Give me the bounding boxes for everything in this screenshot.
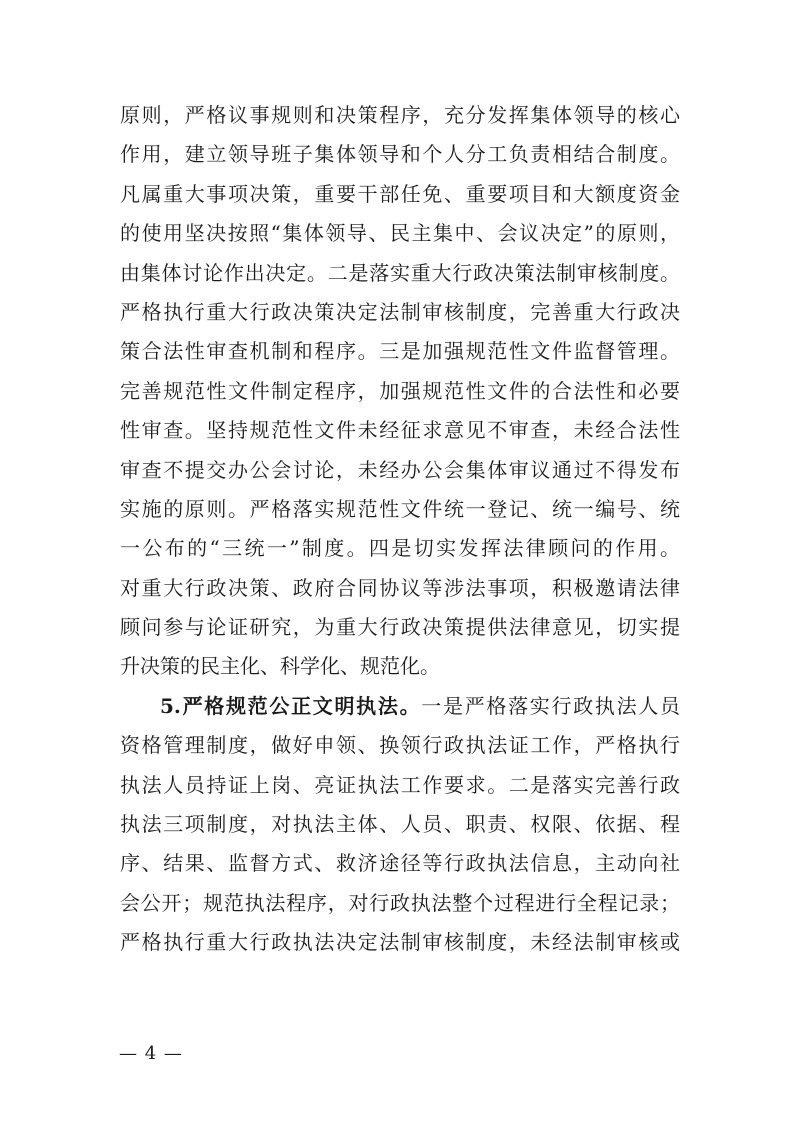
text-line: 的使用坚决按照“集体领导、民主集中、会议决定”的原则， <box>120 221 680 246</box>
section-5-first-line-text: 一是严格落实行政执法人员 <box>421 693 681 718</box>
text-line: 资格管理制度，做好申领、换领行政执法证工作，严格执行 <box>120 733 680 758</box>
text-line: 作用，建立领导班子集体领导和个人分工负责相结合制度。 <box>120 142 680 167</box>
text-line: 升决策的民主化、科学化、规范化。 <box>120 654 440 679</box>
text-line: 审查不提交办公会讨论，未经办公会集体审议通过不得发布 <box>120 457 680 482</box>
text-line: 一公布的“三统一”制度。四是切实发挥法律顾问的作用。 <box>120 536 680 561</box>
text-line: 严格执行重大行政执法决定法制审核制度，未经法制审核或 <box>120 930 680 955</box>
text-line: 由集体讨论作出决定。二是落实重大行政决策法制审核制度。 <box>120 260 680 285</box>
page-number: — 4 — <box>119 1043 183 1064</box>
text-line: 顾问参与论证研究，为重大行政决策提供法律意见，切实提 <box>120 615 680 640</box>
text-line: 执法人员持证上岗、亮证执法工作要求。二是落实完善行政 <box>120 772 680 797</box>
text-line: 实施的原则。严格落实规范性文件统一登记、统一编号、统 <box>120 496 680 521</box>
text-line: 完善规范性文件制定程序，加强规范性文件的合法性和必要 <box>120 378 680 403</box>
text-line: 会公开；规范执法程序，对行政执法整个过程进行全程记录； <box>120 890 680 915</box>
text-line: 策合法性审查机制和程序。三是加强规范性文件监督管理。 <box>120 339 680 364</box>
text-line: 原则，严格议事规则和决策程序，充分发挥集体领导的核心 <box>120 103 680 127</box>
text-line: 凡属重大事项决策，重要干部任免、重要项目和大额度资金 <box>120 181 680 206</box>
section-5-heading: 5.严格规范公正文明执法。 <box>160 693 422 718</box>
body-text <box>120 96 680 963</box>
text-line: 对重大行政决策、政府合同协议等涉法事项，积极邀请法律 <box>120 575 680 600</box>
text-line: 序、结果、监督方式、救济途径等行政执法信息，主动向社 <box>120 851 680 876</box>
text-line: 性审查。坚持规范性文件未经征求意见不审查，未经合法性 <box>120 418 680 443</box>
section-5-first-line <box>120 687 680 726</box>
text-line: 执法三项制度，对执法主体、人员、职责、权限、依据、程 <box>120 812 680 837</box>
text-line: 严格执行重大行政决策决定法制审核制度，完善重大行政决 <box>120 299 680 324</box>
